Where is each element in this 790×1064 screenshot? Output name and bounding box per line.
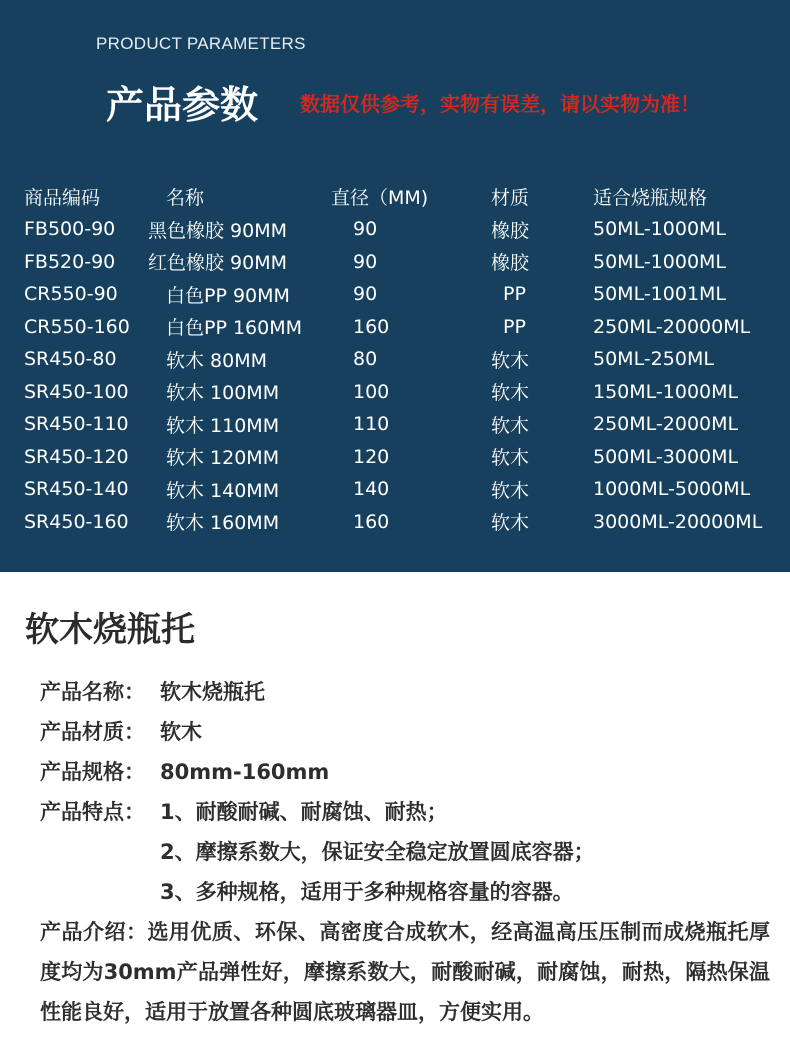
product-name-value: 软木烧瓶托 bbox=[160, 680, 265, 704]
cell-material: 软木 bbox=[491, 479, 530, 502]
cell-name: 白色PP 160MM bbox=[166, 317, 303, 340]
cell-name: 白色PP 90MM bbox=[166, 284, 290, 307]
cell-code: FB520-90 bbox=[24, 250, 116, 273]
product-name-label: 产品名称： bbox=[40, 680, 145, 704]
cell-flask-size: 50ML-250ML bbox=[593, 348, 714, 371]
product-material-label: 产品材质： bbox=[40, 720, 145, 744]
cell-name: 软木 80MM bbox=[166, 349, 268, 372]
cell-material: 软木 bbox=[491, 349, 530, 372]
cell-diameter: 80 bbox=[353, 348, 378, 371]
table-row bbox=[0, 473, 790, 506]
cell-flask-size: 150ML-1000ML bbox=[593, 380, 739, 403]
cell-code: FB500-90 bbox=[24, 218, 116, 241]
cell-diameter: 90 bbox=[353, 250, 378, 273]
feature-item: 1、耐酸耐碱、耐腐蚀、耐热； bbox=[160, 800, 448, 824]
cell-name: 黑色橡胶 90MM bbox=[148, 219, 288, 242]
cell-material: 软木 bbox=[491, 414, 530, 437]
feature-item: 3、多种规格，适用于多种规格容量的容器。 bbox=[160, 880, 574, 904]
feature-item: 2、摩擦系数大，保证安全稳定放置圆底容器； bbox=[160, 840, 595, 864]
cell-diameter: 160 bbox=[353, 510, 390, 533]
cell-flask-size: 500ML-3000ML bbox=[593, 445, 739, 468]
cell-code: SR450-80 bbox=[24, 348, 117, 371]
col-header-material: 材质 bbox=[491, 187, 530, 209]
english-heading: PRODUCT PARAMETERS bbox=[96, 34, 306, 53]
cell-code: SR450-140 bbox=[24, 478, 129, 501]
table-row bbox=[0, 213, 790, 246]
cell-name: 软木 160MM bbox=[166, 512, 280, 535]
cell-name: 软木 140MM bbox=[166, 479, 280, 502]
cell-name: 软木 120MM bbox=[166, 447, 280, 470]
product-features-line bbox=[40, 792, 770, 832]
cell-code: CR550-90 bbox=[24, 283, 118, 306]
cell-diameter: 120 bbox=[353, 445, 390, 468]
cell-name: 红色橡胶 90MM bbox=[148, 252, 288, 275]
cell-material: 橡胶 bbox=[491, 252, 530, 275]
table-row bbox=[0, 311, 790, 344]
table-row bbox=[0, 343, 790, 376]
cell-flask-size: 250ML-20000ML bbox=[593, 315, 751, 338]
table-header-row bbox=[0, 180, 790, 213]
cell-code: SR450-160 bbox=[24, 510, 129, 533]
cell-material: PP bbox=[503, 283, 526, 306]
cell-flask-size: 250ML-2000ML bbox=[593, 413, 739, 436]
cell-code: SR450-120 bbox=[24, 445, 129, 468]
product-intro-text: 选用优质、环保、高密度合成软木，经高温高压压制而成烧瓶托厚度均为30mm产品弹性好，摩擦系数大，耐酸耐碱，耐腐蚀，耐热，隔热保温性能良好，适用于放置各种圆底玻璃器皿，方便实用。 bbox=[40, 920, 771, 1024]
cell-material: PP bbox=[503, 315, 526, 338]
section-title: 软木烧瓶托 bbox=[25, 610, 195, 650]
cell-code: CR550-160 bbox=[24, 315, 130, 338]
col-header-code: 商品编码 bbox=[24, 187, 101, 209]
product-intro bbox=[40, 912, 770, 1032]
table-row bbox=[0, 376, 790, 409]
product-intro-label: 产品介绍： bbox=[40, 920, 148, 944]
table-row bbox=[0, 441, 790, 474]
cell-flask-size: 1000ML-5000ML bbox=[593, 478, 751, 501]
cell-flask-size: 3000ML-20000ML bbox=[593, 510, 763, 533]
cell-diameter: 90 bbox=[353, 218, 378, 241]
cell-material: 软木 bbox=[491, 382, 530, 405]
cell-material: 软木 bbox=[491, 447, 530, 470]
product-info bbox=[40, 672, 770, 1032]
cell-diameter: 160 bbox=[353, 315, 390, 338]
cell-material: 软木 bbox=[491, 512, 530, 535]
cell-code: SR450-100 bbox=[24, 380, 129, 403]
col-header-name: 名称 bbox=[166, 187, 205, 209]
cell-flask-size: 50ML-1001ML bbox=[593, 283, 727, 306]
cell-diameter: 140 bbox=[353, 478, 390, 501]
cell-diameter: 100 bbox=[353, 380, 390, 403]
table-row bbox=[0, 506, 790, 539]
cell-material: 橡胶 bbox=[491, 219, 530, 242]
cell-diameter: 90 bbox=[353, 283, 378, 306]
product-spec-label: 产品规格： bbox=[40, 760, 145, 784]
product-material-line bbox=[40, 712, 770, 752]
cell-name: 软木 100MM bbox=[166, 382, 280, 405]
table-row bbox=[0, 246, 790, 279]
product-detail-section bbox=[0, 572, 790, 1064]
cell-name: 软木 110MM bbox=[166, 414, 280, 437]
cell-code: SR450-110 bbox=[24, 413, 129, 436]
spec-table bbox=[0, 180, 790, 538]
col-header-diameter: 直径（MM) bbox=[331, 187, 429, 209]
product-spec-value: 80mm-160mm bbox=[160, 760, 330, 784]
product-features-label: 产品特点： bbox=[40, 800, 145, 824]
cell-flask-size: 50ML-1000ML bbox=[593, 218, 727, 241]
cell-flask-size: 50ML-1000ML bbox=[593, 250, 727, 273]
col-header-flask-size: 适合烧瓶规格 bbox=[593, 187, 708, 209]
table-row bbox=[0, 278, 790, 311]
disclaimer-text: 数据仅供参考，实物有误差，请以实物为准！ bbox=[300, 92, 700, 116]
product-material-value: 软木 bbox=[160, 720, 202, 744]
product-spec-line bbox=[40, 752, 770, 792]
product-name-line bbox=[40, 672, 770, 712]
page-title: 产品参数 bbox=[106, 83, 259, 127]
table-row bbox=[0, 408, 790, 441]
cell-diameter: 110 bbox=[353, 413, 390, 436]
